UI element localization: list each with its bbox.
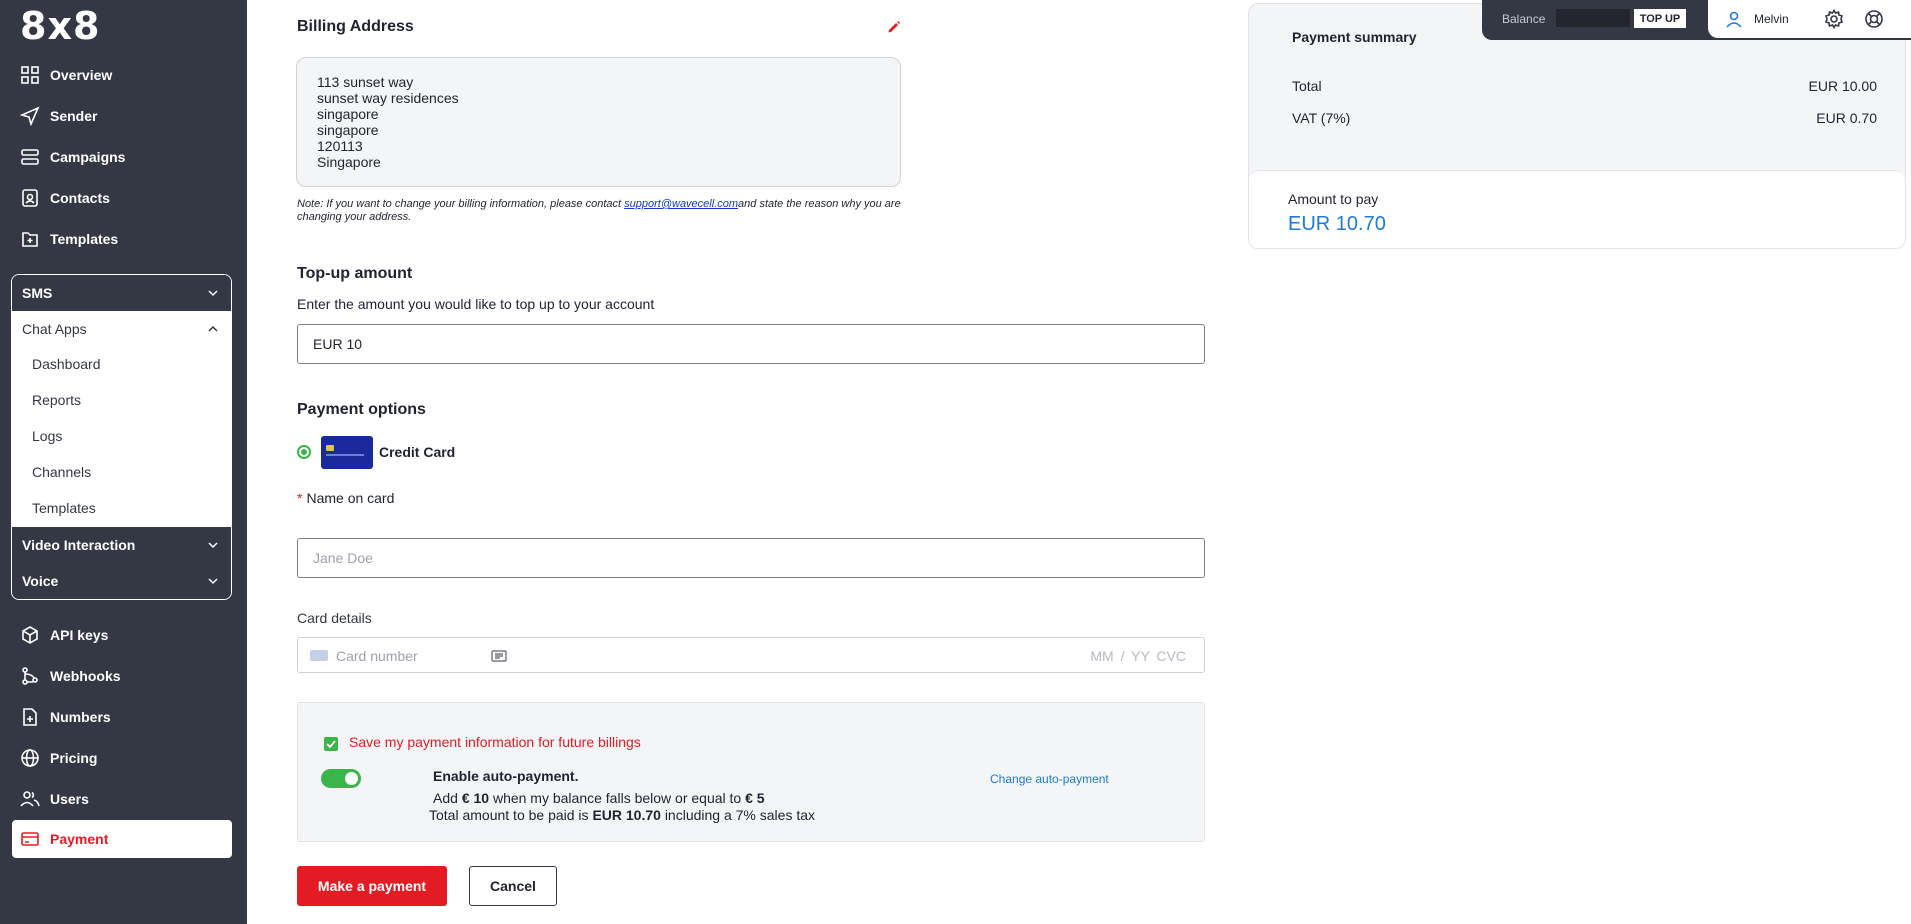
gear-icon[interactable]	[1824, 9, 1844, 29]
summary-vat-value: EUR 0.70	[1816, 110, 1877, 126]
make-payment-button[interactable]: Make a payment	[297, 866, 447, 906]
address-line: singapore	[317, 106, 379, 122]
brand-logo[interactable]: 8x8	[20, 4, 101, 48]
cancel-button[interactable]: Cancel	[469, 866, 557, 906]
auto-text: Add	[433, 790, 458, 806]
package-icon	[20, 625, 40, 645]
topup-title: Top-up amount	[297, 265, 413, 282]
sidebar-item-label: Users	[50, 791, 89, 807]
auto-payment-title: Enable auto-payment.	[433, 768, 579, 784]
users-icon	[20, 789, 40, 809]
support-email-link[interactable]: support@wavecell.com	[624, 198, 739, 210]
balance-value-masked	[1556, 9, 1630, 27]
sidebar-item-webhooks[interactable]	[12, 657, 232, 695]
card-details-input[interactable]	[297, 637, 1205, 673]
address-line: Singapore	[317, 154, 381, 170]
sidebar-group-video-interaction[interactable]	[12, 527, 231, 563]
sidebar-item-overview[interactable]	[12, 56, 232, 94]
card-expiry-cvc-placeholder: MM / YY CVC	[1090, 648, 1186, 664]
auto-threshold: € 5	[745, 790, 765, 806]
sidebar-item-label: Webhooks	[50, 668, 121, 684]
name-on-card-label: * Name on card	[297, 490, 395, 506]
template-icon	[20, 229, 40, 249]
sidebar-subitem-dashboard[interactable]: Dashboard	[32, 356, 101, 372]
summary-total-row	[1292, 78, 1877, 94]
auto-payment-rule	[433, 790, 765, 806]
auto-payment-toggle[interactable]	[321, 769, 361, 788]
sidebar-group-sms[interactable]	[12, 275, 231, 311]
user-menu[interactable]	[1708, 0, 1911, 38]
chevron-down-icon	[207, 575, 219, 587]
sidebar-group-label: Chat Apps	[22, 321, 87, 337]
credit-card-label: Credit Card	[379, 444, 456, 460]
webhook-icon	[20, 666, 40, 686]
sidebar-item-contacts[interactable]	[12, 179, 232, 217]
sidebar-group-label: SMS	[22, 285, 53, 301]
sidebar-item-label: Overview	[50, 67, 113, 83]
sidebar-group-chat-apps[interactable]	[12, 311, 231, 347]
sidebar-item-label: Contacts	[50, 190, 110, 206]
card-number-placeholder: Card number	[336, 648, 418, 664]
amount-to-pay-label: Amount to pay	[1288, 191, 1379, 207]
sidebar-item-label: Payment	[50, 831, 109, 847]
topup-amount-input[interactable]	[297, 324, 1205, 364]
credit-card-radio[interactable]	[297, 445, 311, 459]
sidebar-item-campaigns[interactable]	[12, 138, 232, 176]
sidebar-item-numbers[interactable]	[12, 698, 232, 736]
payment-options-title: Payment options	[297, 401, 426, 418]
sidebar-group-label: Voice	[22, 573, 59, 589]
top-bar	[1482, 0, 1911, 40]
address-line: singapore	[317, 122, 379, 138]
sidebar-item-label: Templates	[50, 231, 119, 247]
sidebar-group-voice[interactable]	[12, 563, 231, 599]
chevron-up-icon	[207, 323, 219, 335]
sidebar-item-templates[interactable]	[12, 220, 232, 258]
auto-text: including a 7% sales tax	[664, 807, 816, 823]
topup-amount-value: EUR 10	[313, 336, 363, 352]
sidebar-item-payment[interactable]	[12, 820, 232, 858]
top-up-button[interactable]: TOP UP	[1634, 9, 1686, 28]
card-details-label: Card details	[297, 610, 372, 626]
chevron-down-icon	[207, 287, 219, 299]
sidebar-item-label: Sender	[50, 108, 98, 124]
sidebar-item-sender[interactable]	[12, 97, 232, 135]
balance-label: Balance	[1502, 12, 1546, 26]
chevron-down-icon	[207, 539, 219, 551]
sidebar-item-label: Numbers	[50, 709, 111, 725]
card-brand-icon	[310, 650, 328, 661]
address-line: sunset way residences	[317, 90, 459, 106]
sidebar-subitem-channels[interactable]: Channels	[32, 464, 92, 480]
sidebar-subitem-reports[interactable]: Reports	[32, 392, 82, 408]
billing-address-title: Billing Address	[297, 18, 414, 35]
name-on-card-label-text: Name on card	[306, 490, 395, 506]
grid-icon	[20, 65, 40, 85]
name-on-card-input[interactable]	[297, 538, 1205, 578]
send-icon	[20, 106, 40, 126]
address-line: 113 sunset way	[317, 74, 414, 90]
billing-note-text: and state the reason why you are changing your address.	[297, 198, 901, 223]
billing-address-box	[296, 57, 901, 187]
sidebar-products-group	[11, 274, 232, 600]
auto-total-amount: EUR 10.70	[592, 807, 661, 823]
sidebar-subitem-templates[interactable]: Templates	[32, 500, 96, 516]
sidebar	[0, 0, 247, 924]
billing-note-text: Note: If you want to change your billing information, please contact	[297, 198, 625, 210]
user-name: Melvin	[1754, 12, 1789, 26]
summary-total-value: EUR 10.00	[1808, 78, 1877, 94]
numbers-icon	[20, 707, 40, 727]
payment-summary-title: Payment summary	[1292, 29, 1417, 45]
auto-payment-panel	[297, 702, 1205, 842]
user-icon	[1724, 9, 1744, 29]
summary-total-label: Total	[1292, 78, 1322, 94]
topup-helper-text: Enter the amount you would like to top up to your account	[297, 296, 655, 312]
credit-card-image	[321, 436, 373, 469]
name-on-card-placeholder: Jane Doe	[313, 550, 373, 566]
help-lifebuoy-icon[interactable]	[1864, 9, 1884, 29]
summary-vat-row	[1292, 110, 1877, 126]
edit-pencil-icon[interactable]	[887, 20, 901, 34]
sidebar-item-label: Campaigns	[50, 149, 126, 165]
check-icon	[325, 738, 337, 750]
sidebar-group-label: Video Interaction	[22, 537, 136, 553]
contacts-icon	[20, 188, 40, 208]
globe-icon	[20, 748, 40, 768]
auto-text: Total amount to be paid is	[429, 807, 589, 823]
sidebar-chat-apps-panel	[12, 311, 231, 527]
campaigns-icon	[20, 147, 40, 167]
amount-to-pay-value: EUR 10.70	[1288, 213, 1386, 235]
save-payment-checkbox[interactable]	[324, 737, 338, 751]
sidebar-item-users[interactable]	[12, 780, 232, 818]
save-payment-label[interactable]: Save my payment information for future billings	[349, 734, 641, 750]
auto-amount: € 10	[461, 790, 490, 806]
amount-to-pay-card	[1249, 170, 1905, 249]
change-auto-payment-link[interactable]: Change auto-payment	[990, 772, 1109, 786]
sidebar-item-pricing[interactable]	[12, 739, 232, 777]
sidebar-subitem-logs[interactable]: Logs	[32, 428, 63, 444]
summary-vat-label: VAT (7%)	[1292, 110, 1351, 126]
auto-text: when my balance falls below or equal to	[492, 790, 742, 806]
credit-card-icon	[20, 829, 40, 849]
auto-payment-total	[429, 807, 815, 823]
address-line: 120113	[317, 138, 363, 154]
sidebar-item-api-keys[interactable]	[12, 616, 232, 654]
card-autofill-icon[interactable]	[491, 650, 507, 662]
sidebar-item-label: API keys	[50, 627, 109, 643]
sidebar-item-label: Pricing	[50, 750, 98, 766]
billing-note	[297, 198, 907, 224]
